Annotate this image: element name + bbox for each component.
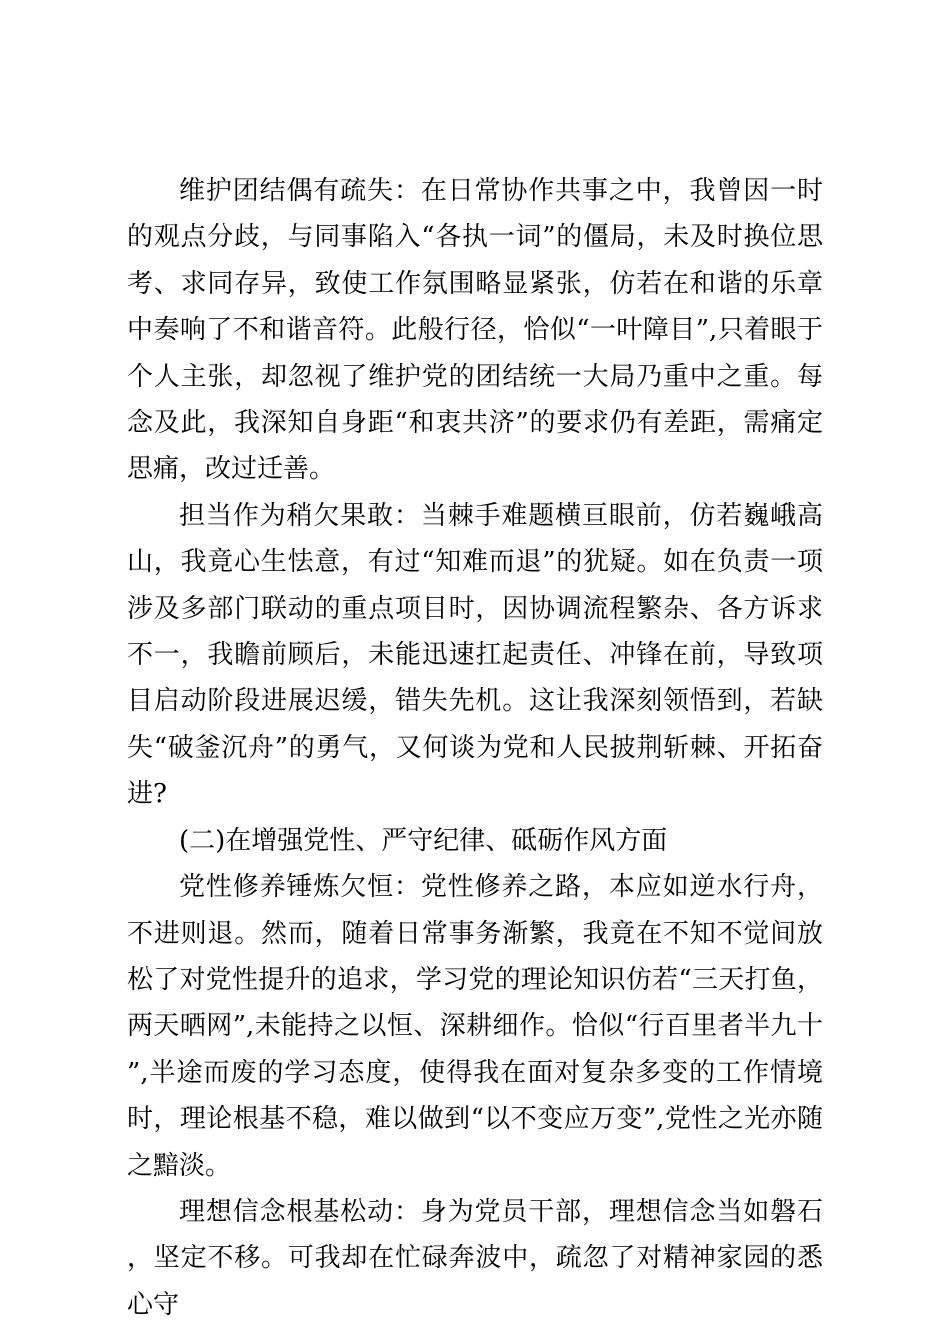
paragraph-responsibility: 担当作为稍欠果敢：当棘手难题横亘眼前，仿若巍峨高山，我竟心生怯意，有过“知难而退”的犹疑。如在负责一项涉及多部门联动的重点项目时，因协调流程繁杂、各方诉求不一，我瞻前顾后，未能迅速扛起责任、冲锋在前，导致项目启动阶段进展迟缓，错失先机。这让我深刻领悟到，若缺失“破釜沉舟”的勇气，又何谈为党和人民披荆斩棘、开拓奋进?	[127, 500, 823, 810]
paragraph-unity: 维护团结偶有疏失：在日常协作共事之中，我曾因一时的观点分歧，与同事陷入“各执一词”的僵局，未及时换位思考、求同存异，致使工作氛围略显紧张，仿若在和谐的乐章中奏响了不和谐音符。此般行径，恰似“一叶障目”,只着眼于个人主张，却忽视了维护党的团结统一大局乃重中之重。每念及此，我深知自身距“和衷共济”的要求仍有差距，需痛定思痛，改过迁善。	[127, 176, 823, 485]
paragraph-ideals: 理想信念根基松动：身为党员干部，理想信念当如磐石，坚定不移。可我却在忙碌奔波中，疏忽了对精神家园的悉心守	[127, 1196, 823, 1320]
paragraph-party-cultivation: 党性修养锤炼欠恒：党性修养之路，本应如逆水行舟，不进则退。然而，随着日常事务渐繁，我竟在不知不觉间放松了对党性提升的追求，学习党的理论知识仿若“三天打鱼，两天晒网”,未能持之以恒、深耕细作。恰似“行百里者半九十”,半途而废的学习态度，使得我在面对复杂多变的工作情境时，理论根基不稳，难以做到“以不变应万变”,党性之光亦随之黯淡。	[127, 872, 823, 1181]
section-heading: (二)在增强党性、严守纪律、砥砺作风方面	[179, 825, 668, 856]
document-body	[127, 168, 823, 1328]
